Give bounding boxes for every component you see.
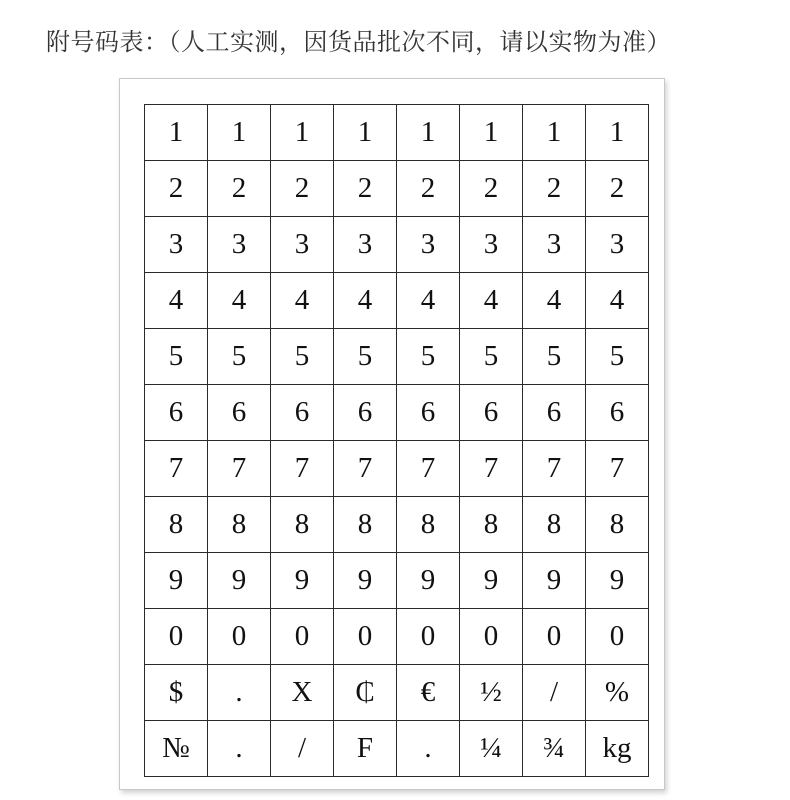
table-cell: 0	[145, 609, 208, 665]
table-cell: 5	[586, 329, 649, 385]
table-cell: 5	[145, 329, 208, 385]
table-cell: 9	[208, 553, 271, 609]
table-cell: /	[271, 721, 334, 777]
table-row	[145, 497, 649, 553]
table-cell: 3	[586, 217, 649, 273]
table-cell: 7	[271, 441, 334, 497]
table-cell: 8	[334, 497, 397, 553]
table-cell: 0	[586, 609, 649, 665]
table-cell: 2	[460, 161, 523, 217]
table-row	[145, 329, 649, 385]
table-cell: 9	[523, 553, 586, 609]
table-row	[145, 441, 649, 497]
table-cell: 5	[208, 329, 271, 385]
table-cell: 8	[586, 497, 649, 553]
table-cell: 5	[334, 329, 397, 385]
table-cell: F	[334, 721, 397, 777]
table-cell: 8	[208, 497, 271, 553]
table-cell: 7	[523, 441, 586, 497]
table-cell: 4	[145, 273, 208, 329]
table-cell: 9	[145, 553, 208, 609]
table-cell: 7	[586, 441, 649, 497]
table-cell: 0	[334, 609, 397, 665]
table-cell: .	[397, 721, 460, 777]
table-cell: 6	[271, 385, 334, 441]
table-cell: 6	[208, 385, 271, 441]
table-cell: .	[208, 665, 271, 721]
table-cell: 7	[208, 441, 271, 497]
table-cell: 9	[397, 553, 460, 609]
table-row	[145, 665, 649, 721]
table-cell: 6	[460, 385, 523, 441]
table-cell: 4	[271, 273, 334, 329]
table-cell: 1	[334, 105, 397, 161]
table-cell: 6	[334, 385, 397, 441]
table-row	[145, 105, 649, 161]
table-cell: 9	[334, 553, 397, 609]
table-cell: 7	[145, 441, 208, 497]
table-cell: 0	[271, 609, 334, 665]
table-cell: 3	[208, 217, 271, 273]
table-cell: 5	[460, 329, 523, 385]
table-cell: 3	[145, 217, 208, 273]
table-cell: 4	[334, 273, 397, 329]
table-cell: 4	[397, 273, 460, 329]
table-cell: ½	[460, 665, 523, 721]
table-cell: 4	[208, 273, 271, 329]
table-cell: 0	[523, 609, 586, 665]
table-cell: 1	[460, 105, 523, 161]
table-cell: 4	[460, 273, 523, 329]
table-cell: €	[397, 665, 460, 721]
table-cell: 7	[334, 441, 397, 497]
table-cell: 7	[460, 441, 523, 497]
code-table-body	[145, 105, 649, 777]
table-cell: ₵	[334, 665, 397, 721]
table-cell: 2	[334, 161, 397, 217]
table-row	[145, 161, 649, 217]
table-cell: 5	[523, 329, 586, 385]
table-cell: 2	[523, 161, 586, 217]
table-cell: 8	[271, 497, 334, 553]
table-cell: 8	[460, 497, 523, 553]
table-cell: kg	[586, 721, 649, 777]
table-cell: 6	[523, 385, 586, 441]
table-row	[145, 721, 649, 777]
table-cell: 2	[271, 161, 334, 217]
table-cell: 1	[271, 105, 334, 161]
table-cell: 9	[586, 553, 649, 609]
table-cell: 6	[397, 385, 460, 441]
table-cell: №	[145, 721, 208, 777]
table-cell: 8	[145, 497, 208, 553]
table-row	[145, 217, 649, 273]
table-row	[145, 385, 649, 441]
table-row	[145, 273, 649, 329]
code-table	[144, 104, 649, 777]
table-cell: 0	[208, 609, 271, 665]
table-cell: 2	[145, 161, 208, 217]
table-cell: .	[208, 721, 271, 777]
table-cell: 9	[460, 553, 523, 609]
table-cell: 1	[523, 105, 586, 161]
table-cell: 8	[397, 497, 460, 553]
table-cell: 5	[271, 329, 334, 385]
table-cell: 2	[586, 161, 649, 217]
table-row	[145, 609, 649, 665]
table-cell: 1	[145, 105, 208, 161]
table-cell: 3	[271, 217, 334, 273]
table-cell: /	[523, 665, 586, 721]
table-cell: 0	[460, 609, 523, 665]
page-title: 附号码表：（人工实测，因货品批次不同，请以实物为准）	[46, 28, 671, 56]
table-cell: 1	[397, 105, 460, 161]
table-cell: $	[145, 665, 208, 721]
table-cell: 8	[523, 497, 586, 553]
table-cell: 3	[460, 217, 523, 273]
table-cell: %	[586, 665, 649, 721]
table-cell: 0	[397, 609, 460, 665]
table-cell: 3	[334, 217, 397, 273]
table-cell: 4	[586, 273, 649, 329]
table-cell: 2	[397, 161, 460, 217]
table-cell: 3	[523, 217, 586, 273]
table-row	[145, 553, 649, 609]
table-cell: 1	[208, 105, 271, 161]
table-cell: ¾	[523, 721, 586, 777]
table-cell: 9	[271, 553, 334, 609]
table-cell: X	[271, 665, 334, 721]
table-cell: 4	[523, 273, 586, 329]
table-cell: 2	[208, 161, 271, 217]
table-cell: 5	[397, 329, 460, 385]
table-cell: 7	[397, 441, 460, 497]
table-cell: ¼	[460, 721, 523, 777]
table-cell: 6	[145, 385, 208, 441]
table-cell: 6	[586, 385, 649, 441]
table-cell: 3	[397, 217, 460, 273]
table-cell: 1	[586, 105, 649, 161]
